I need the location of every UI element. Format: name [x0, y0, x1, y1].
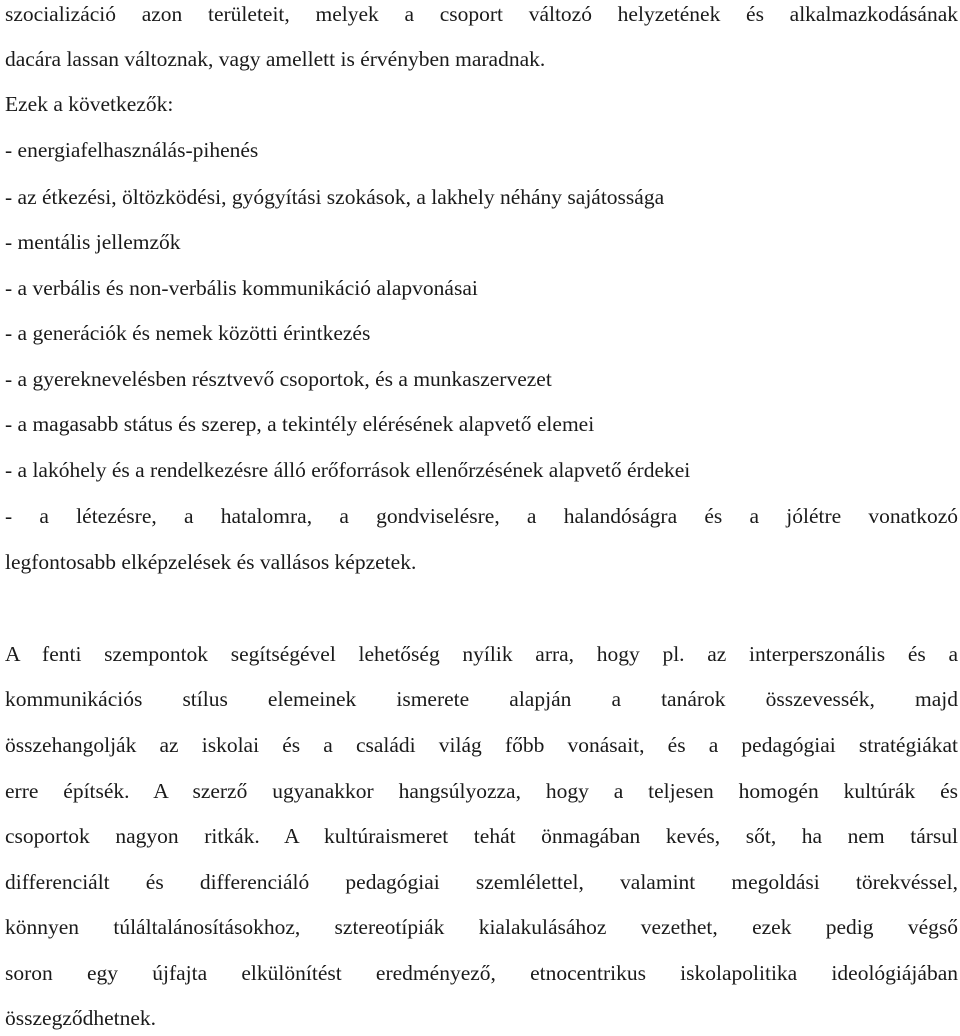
- list-item: - energiafelhasználás-pihenés: [5, 138, 259, 162]
- paragraph-line: erre építsék. A szerző ugyanakkor hangsúlyozza, hogy a teljesen homogén kultúrák és: [5, 779, 958, 803]
- list-item: - a létezésre, a hatalomra, a gondviselésre, a halandóságra és a jólétre vonatkozó: [5, 504, 958, 528]
- paragraph-line: A fenti szempontok segítségével lehetőség nyílik arra, hogy pl. az interperszonális és a: [5, 642, 958, 666]
- intro-line-2: dacára lassan változnak, vagy amellett is érvényben maradnak.: [5, 47, 546, 71]
- paragraph-line: csoportok nagyon ritkák. A kultúraismeret tehát önmagában kevés, sőt, ha nem társul: [5, 824, 958, 848]
- list-item: - mentális jellemzők: [5, 230, 181, 254]
- list-item: - a lakóhely és a rendelkezésre álló erőforrások ellenőrzésének alapvető érdekei: [5, 458, 691, 482]
- list-item-continuation: legfontosabb elképzelések és vallásos képzetek.: [5, 550, 417, 574]
- list-item: - a gyereknevelésben résztvevő csoportok, és a munkaszervezet: [5, 367, 552, 391]
- paragraph-line: soron egy újfajta elkülönítést eredményező, etnocentrikus iskolapolitika ideológiájában: [5, 961, 958, 985]
- list-item: - a generációk és nemek közötti érintkezés: [5, 321, 371, 345]
- paragraph-line: könnyen túláltalánosításokhoz, sztereotípiák kialakulásához vezethet, ezek pedig végső: [5, 915, 958, 939]
- intro-line-3: Ezek a következők:: [5, 92, 174, 116]
- paragraph-line: összegződhetnek.: [5, 1006, 157, 1030]
- list-item: - az étkezési, öltözködési, gyógyítási szokások, a lakhely néhány sajátossága: [5, 185, 665, 209]
- paragraph-line: differenciált és differenciáló pedagógiai szemlélettel, valamint megoldási törekvéssel,: [5, 870, 958, 894]
- list-item: - a magasabb státus és szerep, a tekintély elérésének alapvető elemei: [5, 412, 595, 436]
- paragraph-line: összehangolják az iskolai és a családi világ főbb vonásait, és a pedagógiai stratégiákat: [5, 733, 958, 757]
- list-item: - a verbális és non-verbális kommunikáció alapvonásai: [5, 276, 478, 300]
- intro-line-1: szocializáció azon területeit, melyek a csoport változó helyzetének és alkalmazkodásának: [5, 2, 958, 26]
- paragraph-line: kommunikációs stílus elemeinek ismerete alapján a tanárok összevessék, majd: [5, 687, 958, 711]
